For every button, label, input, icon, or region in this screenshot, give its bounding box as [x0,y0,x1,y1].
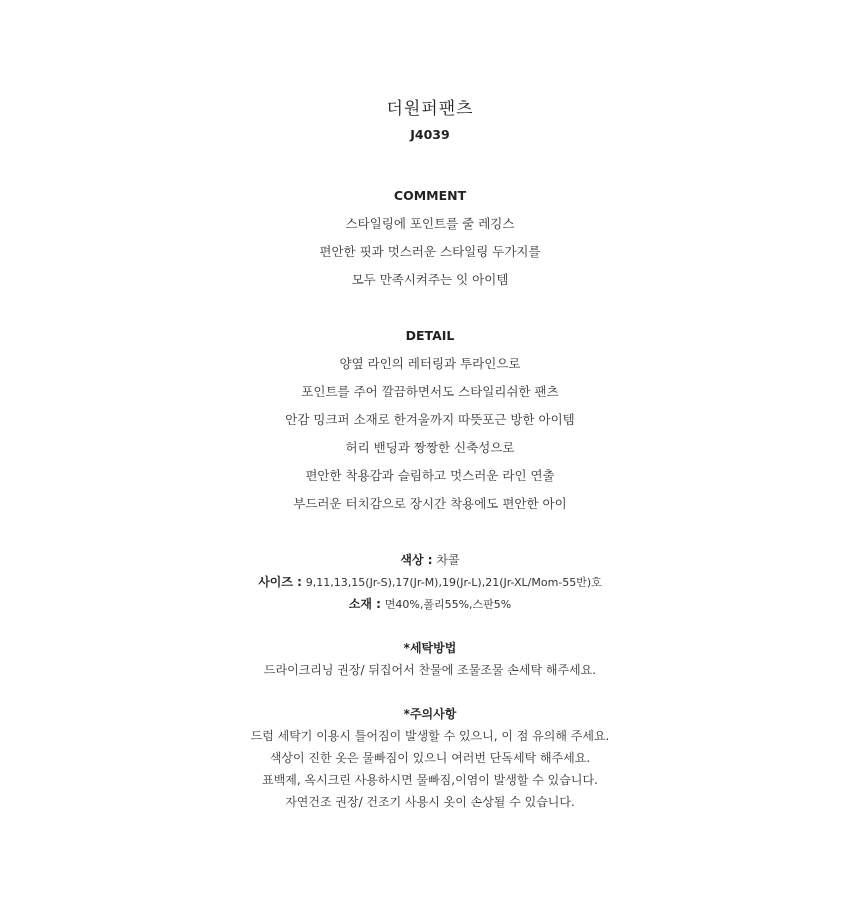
detail-line: 편안한 착용감과 슬림하고 멋스러운 라인 연출 [305,468,555,483]
detail-line: 양옆 라인의 레터링과 투라인으로 [339,356,521,371]
caution-line: 표백제, 옥시크린 사용하시면 물빠짐,이염이 발생할 수 있습니다. [262,773,598,787]
material-spec [0,595,860,614]
detail-heading: DETAIL [405,328,455,343]
comment-line: 모두 만족시켜주는 잇 아이템 [351,272,509,287]
detail-line: 안감 밍크퍼 소재로 한겨울까지 따뜻포근 방한 아이템 [285,412,575,427]
size-label: 사이즈 : [258,575,302,589]
comment-line: 편안한 핏과 멋스러운 스타일링 두가지를 [319,244,541,259]
caution-line: 자연건조 권장/ 건조기 사용시 옷이 손상될 수 있습니다. [285,795,575,809]
comment-line: 스타일링에 포인트를 줄 레깅스 [345,216,515,231]
washing-heading: *세탁방법 [403,641,457,655]
color-spec [0,551,860,569]
material-label: 소재 : [348,597,381,611]
product-code: J4039 [410,127,450,142]
material-value: 면40%,폴리55%,스판5% [384,598,512,611]
color-value: 차콜 [436,553,460,567]
size-value: 9,11,13,15(Jr-S),17(Jr-M),19(Jr-L),21(Jr-XL/Mom-55반)호 [305,576,602,589]
product-name: 더원퍼팬츠 [386,99,474,119]
comment-heading: COMMENT [393,188,467,203]
caution-line: 색상이 진한 옷은 물빠짐이 있으니 여러번 단독세탁 해주세요. [269,751,591,765]
detail-line: 부드러운 터치감으로 장시간 착용에도 편안한 아이 [293,496,567,511]
caution-heading: *주의사항 [403,707,457,721]
caution-line: 드럼 세탁기 이용시 틀어짐이 발생할 수 있으니, 이 점 유의해 주세요. [250,729,610,743]
detail-line: 허리 밴딩과 짱짱한 신축성으로 [345,440,515,455]
size-spec [0,573,860,592]
color-label: 색상 : [400,553,433,567]
washing-text: 드라이크리닝 권장/ 뒤집어서 찬물에 조물조물 손세탁 해주세요. [263,663,597,677]
detail-line: 포인트를 주어 깔끔하면서도 스타일리쉬한 팬츠 [301,384,559,399]
